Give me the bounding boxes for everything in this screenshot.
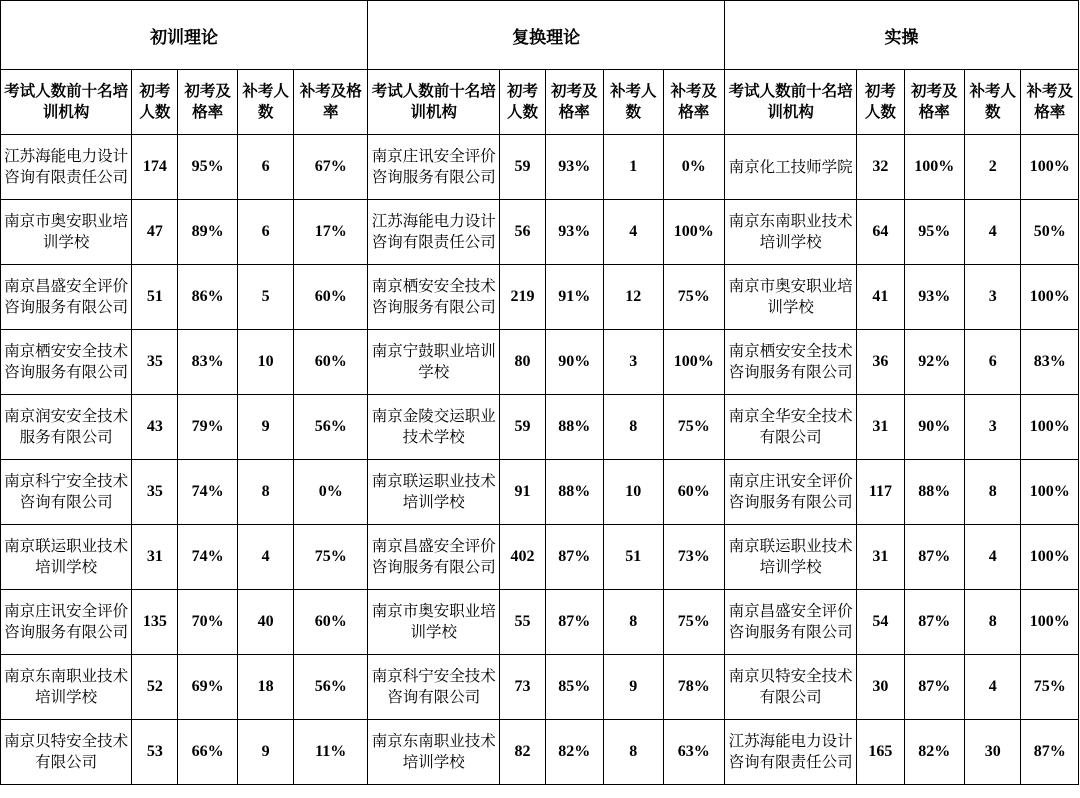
pass-rate-cell: 83% [178, 330, 237, 395]
count-cell: 47 [132, 200, 178, 265]
retake-pass-rate-cell: 73% [663, 525, 725, 590]
col-header-org: 考试人数前十名培训机构 [368, 70, 500, 135]
pass-rate-cell: 74% [178, 460, 237, 525]
count-cell: 52 [132, 655, 178, 720]
pass-rate-cell: 79% [178, 395, 237, 460]
retake-count-cell: 51 [604, 525, 663, 590]
org-cell: 南京庄讯安全评价咨询服务有限公司 [368, 135, 500, 200]
count-cell: 55 [500, 590, 545, 655]
retake-pass-rate-cell: 87% [1021, 720, 1079, 785]
pass-rate-cell: 91% [545, 265, 603, 330]
retake-pass-rate-cell: 50% [1021, 200, 1079, 265]
retake-count-cell: 6 [237, 135, 293, 200]
retake-count-cell: 8 [237, 460, 293, 525]
retake-pass-rate-cell: 56% [294, 395, 368, 460]
retake-pass-rate-cell: 75% [663, 395, 725, 460]
column-header-row [1, 70, 1079, 135]
pass-rate-cell: 100% [904, 135, 965, 200]
retake-count-cell: 9 [604, 655, 663, 720]
pass-rate-cell: 87% [904, 655, 965, 720]
col-header-org: 考试人数前十名培训机构 [725, 70, 857, 135]
retake-count-cell: 8 [604, 590, 663, 655]
retake-count-cell: 6 [237, 200, 293, 265]
count-cell: 82 [500, 720, 545, 785]
retake-pass-rate-cell: 0% [663, 135, 725, 200]
count-cell: 31 [132, 525, 178, 590]
col-header-retake-pass-rate: 补考及格率 [294, 70, 368, 135]
org-cell: 南京联运职业技术培训学校 [1, 525, 132, 590]
col-header-retake-count: 补考人数 [237, 70, 293, 135]
count-cell: 31 [857, 395, 904, 460]
retake-count-cell: 8 [965, 590, 1021, 655]
org-cell: 南京全华安全技术有限公司 [725, 395, 857, 460]
table-row [1, 330, 1079, 395]
pass-rate-cell: 87% [545, 525, 603, 590]
count-cell: 41 [857, 265, 904, 330]
pass-rate-cell: 95% [178, 135, 237, 200]
count-cell: 135 [132, 590, 178, 655]
retake-pass-rate-cell: 56% [294, 655, 368, 720]
count-cell: 31 [857, 525, 904, 590]
retake-count-cell: 5 [237, 265, 293, 330]
retake-count-cell: 8 [604, 395, 663, 460]
count-cell: 165 [857, 720, 904, 785]
retake-pass-rate-cell: 75% [294, 525, 368, 590]
org-cell: 南京栖安安全技术咨询服务有限公司 [1, 330, 132, 395]
retake-pass-rate-cell: 100% [1021, 395, 1079, 460]
retake-count-cell: 3 [965, 395, 1021, 460]
table-row [1, 590, 1079, 655]
org-cell: 南京市奥安职业培训学校 [368, 590, 500, 655]
count-cell: 35 [132, 460, 178, 525]
count-cell: 219 [500, 265, 545, 330]
retake-pass-rate-cell: 67% [294, 135, 368, 200]
org-cell: 南京贝特安全技术有限公司 [1, 720, 132, 785]
table-row [1, 395, 1079, 460]
pass-rate-cell: 88% [545, 395, 603, 460]
pass-rate-cell: 87% [545, 590, 603, 655]
retake-pass-rate-cell: 60% [294, 330, 368, 395]
count-cell: 56 [500, 200, 545, 265]
pass-rate-cell: 74% [178, 525, 237, 590]
org-cell: 南京联运职业技术培训学校 [725, 525, 857, 590]
retake-count-cell: 9 [237, 395, 293, 460]
count-cell: 59 [500, 135, 545, 200]
retake-count-cell: 30 [965, 720, 1021, 785]
pass-rate-cell: 70% [178, 590, 237, 655]
count-cell: 36 [857, 330, 904, 395]
org-cell: 南京昌盛安全评价咨询服务有限公司 [725, 590, 857, 655]
table-row [1, 135, 1079, 200]
table-row [1, 655, 1079, 720]
org-cell: 江苏海能电力设计咨询有限责任公司 [368, 200, 500, 265]
retake-pass-rate-cell: 100% [663, 200, 725, 265]
col-header-retake-count: 补考人数 [604, 70, 663, 135]
table-row [1, 200, 1079, 265]
retake-count-cell: 40 [237, 590, 293, 655]
table-row [1, 460, 1079, 525]
org-cell: 南京栖安安全技术咨询服务有限公司 [725, 330, 857, 395]
org-cell: 南京化工技师学院 [725, 135, 857, 200]
retake-pass-rate-cell: 75% [663, 265, 725, 330]
count-cell: 174 [132, 135, 178, 200]
retake-pass-rate-cell: 75% [663, 590, 725, 655]
pass-rate-cell: 92% [904, 330, 965, 395]
retake-count-cell: 4 [965, 655, 1021, 720]
pass-rate-cell: 69% [178, 655, 237, 720]
count-cell: 54 [857, 590, 904, 655]
col-header-org: 考试人数前十名培训机构 [1, 70, 132, 135]
count-cell: 30 [857, 655, 904, 720]
org-cell: 南京昌盛安全评价咨询服务有限公司 [368, 525, 500, 590]
table-row [1, 265, 1079, 330]
pass-rate-cell: 93% [545, 200, 603, 265]
retake-count-cell: 18 [237, 655, 293, 720]
org-cell: 南京市奥安职业培训学校 [725, 265, 857, 330]
retake-count-cell: 4 [965, 525, 1021, 590]
count-cell: 80 [500, 330, 545, 395]
pass-rate-cell: 82% [545, 720, 603, 785]
org-cell: 南京科宁安全技术咨询有限公司 [368, 655, 500, 720]
retake-pass-rate-cell: 83% [1021, 330, 1079, 395]
count-cell: 402 [500, 525, 545, 590]
org-cell: 南京庄讯安全评价咨询服务有限公司 [1, 590, 132, 655]
count-cell: 51 [132, 265, 178, 330]
retake-count-cell: 2 [965, 135, 1021, 200]
retake-count-cell: 3 [965, 265, 1021, 330]
org-cell: 南京栖安安全技术咨询服务有限公司 [368, 265, 500, 330]
retake-count-cell: 1 [604, 135, 663, 200]
org-cell: 南京东南职业技术培训学校 [368, 720, 500, 785]
retake-count-cell: 10 [237, 330, 293, 395]
table-row [1, 525, 1079, 590]
retake-count-cell: 12 [604, 265, 663, 330]
pass-rate-cell: 89% [178, 200, 237, 265]
retake-pass-rate-cell: 60% [294, 590, 368, 655]
retake-pass-rate-cell: 17% [294, 200, 368, 265]
col-header-pass-rate: 初考及格率 [545, 70, 603, 135]
retake-pass-rate-cell: 100% [1021, 460, 1079, 525]
col-header-count: 初考人数 [857, 70, 904, 135]
pass-rate-cell: 82% [904, 720, 965, 785]
pass-rate-cell: 88% [904, 460, 965, 525]
retake-pass-rate-cell: 0% [294, 460, 368, 525]
section-title-initial-theory: 初训理论 [1, 1, 368, 70]
retake-pass-rate-cell: 100% [1021, 265, 1079, 330]
count-cell: 43 [132, 395, 178, 460]
col-header-retake-pass-rate: 补考及格率 [663, 70, 725, 135]
retake-pass-rate-cell: 100% [1021, 525, 1079, 590]
retake-pass-rate-cell: 75% [1021, 655, 1079, 720]
pass-rate-cell: 90% [904, 395, 965, 460]
count-cell: 91 [500, 460, 545, 525]
org-cell: 南京市奥安职业培训学校 [1, 200, 132, 265]
retake-pass-rate-cell: 63% [663, 720, 725, 785]
table-body [1, 135, 1079, 785]
count-cell: 35 [132, 330, 178, 395]
section-header-row [1, 1, 1079, 70]
retake-pass-rate-cell: 78% [663, 655, 725, 720]
col-header-pass-rate: 初考及格率 [904, 70, 965, 135]
pass-rate-cell: 88% [545, 460, 603, 525]
count-cell: 117 [857, 460, 904, 525]
org-cell: 南京宁鼓职业培训学校 [368, 330, 500, 395]
retake-count-cell: 6 [965, 330, 1021, 395]
col-header-count: 初考人数 [132, 70, 178, 135]
retake-count-cell: 4 [604, 200, 663, 265]
pass-rate-cell: 95% [904, 200, 965, 265]
table-row [1, 720, 1079, 785]
retake-count-cell: 4 [965, 200, 1021, 265]
count-cell: 59 [500, 395, 545, 460]
org-cell: 南京润安安全技术服务有限公司 [1, 395, 132, 460]
org-cell: 南京庄讯安全评价咨询服务有限公司 [725, 460, 857, 525]
pass-rate-cell: 93% [904, 265, 965, 330]
col-header-pass-rate: 初考及格率 [178, 70, 237, 135]
retake-count-cell: 4 [237, 525, 293, 590]
org-cell: 南京金陵交运职业技术学校 [368, 395, 500, 460]
section-title-renewal-theory: 复换理论 [368, 1, 725, 70]
retake-pass-rate-cell: 100% [1021, 135, 1079, 200]
count-cell: 53 [132, 720, 178, 785]
org-cell: 南京东南职业技术培训学校 [725, 200, 857, 265]
pass-rate-cell: 93% [545, 135, 603, 200]
org-cell: 江苏海能电力设计咨询有限责任公司 [1, 135, 132, 200]
org-cell: 江苏海能电力设计咨询有限责任公司 [725, 720, 857, 785]
count-cell: 73 [500, 655, 545, 720]
org-cell: 南京联运职业技术培训学校 [368, 460, 500, 525]
retake-count-cell: 8 [965, 460, 1021, 525]
pass-rate-cell: 86% [178, 265, 237, 330]
retake-pass-rate-cell: 60% [294, 265, 368, 330]
org-cell: 南京昌盛安全评价咨询服务有限公司 [1, 265, 132, 330]
col-header-retake-count: 补考人数 [965, 70, 1021, 135]
retake-pass-rate-cell: 60% [663, 460, 725, 525]
section-title-practical: 实操 [725, 1, 1079, 70]
retake-pass-rate-cell: 100% [1021, 590, 1079, 655]
retake-count-cell: 8 [604, 720, 663, 785]
col-header-count: 初考人数 [500, 70, 545, 135]
col-header-retake-pass-rate: 补考及格率 [1021, 70, 1079, 135]
retake-pass-rate-cell: 100% [663, 330, 725, 395]
pass-rate-cell: 87% [904, 525, 965, 590]
retake-count-cell: 9 [237, 720, 293, 785]
retake-count-cell: 10 [604, 460, 663, 525]
count-cell: 64 [857, 200, 904, 265]
pass-rate-cell: 66% [178, 720, 237, 785]
retake-count-cell: 3 [604, 330, 663, 395]
pass-rate-cell: 85% [545, 655, 603, 720]
retake-pass-rate-cell: 11% [294, 720, 368, 785]
org-cell: 南京科宁安全技术咨询有限公司 [1, 460, 132, 525]
org-cell: 南京东南职业技术培训学校 [1, 655, 132, 720]
pass-rate-cell: 87% [904, 590, 965, 655]
count-cell: 32 [857, 135, 904, 200]
pass-rate-cell: 90% [545, 330, 603, 395]
org-cell: 南京贝特安全技术有限公司 [725, 655, 857, 720]
